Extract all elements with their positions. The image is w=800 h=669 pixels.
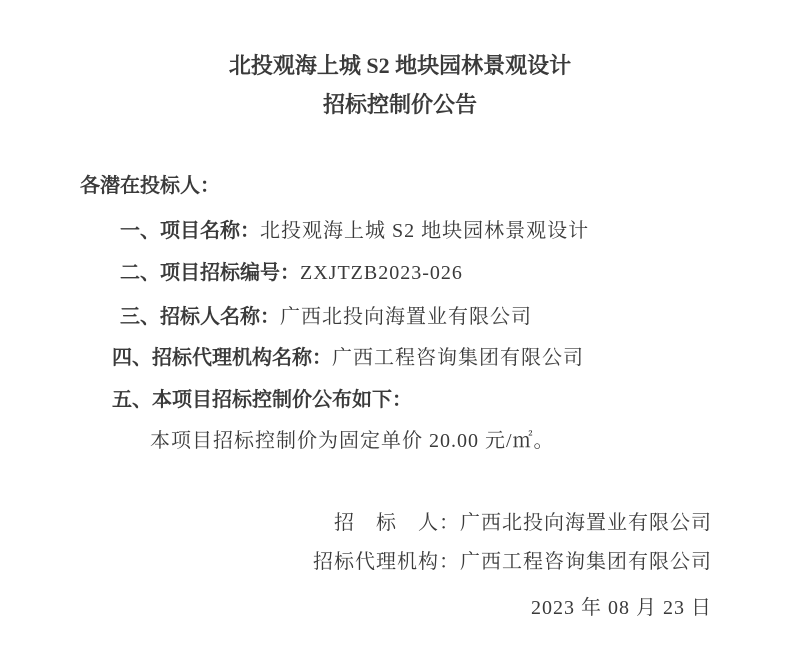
list-item-agency-name (112, 348, 584, 368)
list-item-tender-number (120, 263, 463, 283)
item-value: 广西工程咨询集团有限公司 (332, 347, 584, 369)
item-value: 广西北投向海置业有限公司 (280, 306, 532, 328)
price-paragraph: 本项目招标控制价为固定单价 20.00 元/㎡。 (150, 430, 555, 452)
item-value: ZXJTZB2023-026 (300, 262, 463, 284)
item-value: 北投观海上城 S2 地块园林景观设计 (260, 220, 590, 242)
signature-tenderer-row (334, 513, 712, 533)
list-item-control-price-heading (112, 390, 412, 410)
item-label: 三、招标人名称： (120, 306, 280, 328)
tenderer-label: 招 标 人： (334, 512, 460, 534)
item-label: 二、项目招标编号： (120, 262, 300, 284)
item-label: 五、本项目招标控制价公布如下： (112, 389, 412, 411)
agency-label: 招标代理机构： (313, 551, 460, 573)
document-title-line1: 北投观海上城 S2 地块园林景观设计 (228, 53, 572, 78)
agency-value: 广西工程咨询集团有限公司 (460, 551, 712, 573)
item-label: 一、项目名称： (120, 220, 260, 242)
item-label: 四、招标代理机构名称： (112, 347, 332, 369)
salutation: 各潜在投标人： (80, 175, 220, 197)
list-item-project-name (120, 221, 589, 241)
list-item-tenderer-name (120, 307, 532, 327)
date-line: 2023 年 08 月 23 日 (531, 597, 712, 619)
document-title-line2: 招标控制价公告 (322, 92, 477, 117)
signature-agency-row (313, 552, 712, 572)
tenderer-value: 广西北投向海置业有限公司 (460, 512, 712, 534)
